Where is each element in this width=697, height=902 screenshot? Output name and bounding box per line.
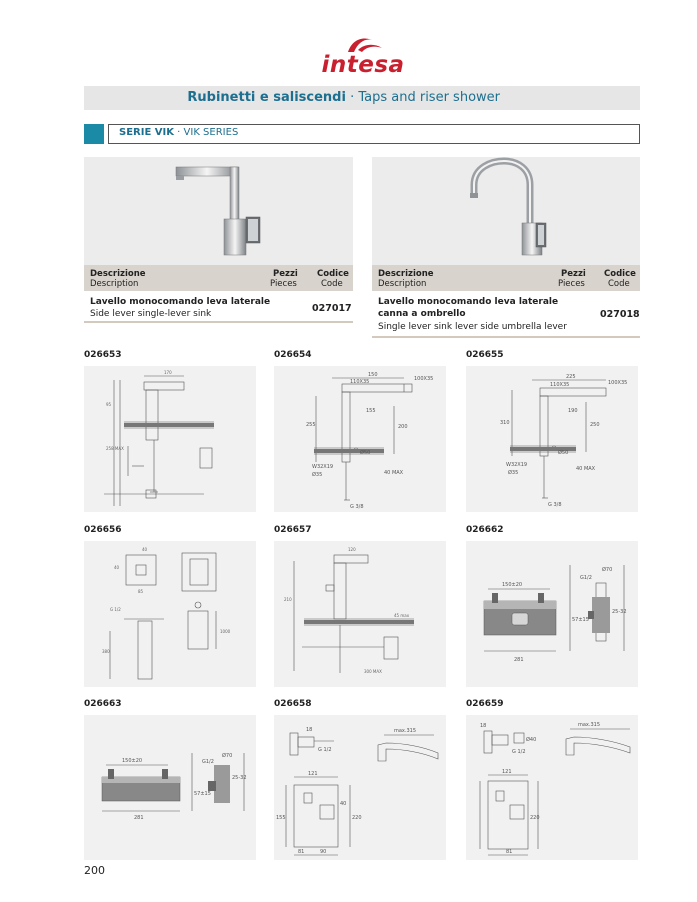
row-divider	[372, 336, 640, 338]
svg-text:1000: 1000	[220, 629, 231, 634]
faucet-umbrella-icon	[372, 157, 640, 265]
drawing-lines-icon	[274, 366, 446, 512]
dim-label: 150±20	[502, 582, 523, 588]
dim-label: Ø50	[558, 450, 569, 456]
drawing-lines-icon	[466, 715, 638, 860]
drawing-lines-icon	[84, 366, 256, 512]
col-code-en: Code	[321, 279, 343, 289]
col-code-it: Codice	[604, 269, 636, 279]
product-table-027017	[84, 265, 353, 340]
dim-label: 250	[590, 422, 600, 428]
technical-drawing-026659	[466, 715, 638, 860]
page-title-it: Rubinetti e saliscendi	[187, 90, 346, 105]
dim-label: 110X35	[550, 382, 570, 388]
dim-label: G1/2	[580, 575, 592, 581]
dim-label: max.315	[578, 722, 601, 728]
dim-label: 100X35	[608, 380, 628, 386]
dim-label: W32X19	[506, 462, 528, 468]
product-name-it-line2: canna a ombrello	[378, 309, 466, 319]
dim-label: 110X35	[350, 379, 370, 385]
drawing-code: 026653	[84, 350, 122, 360]
product-photo-027018	[372, 157, 640, 265]
dim-label: 90	[320, 849, 327, 855]
product-name-it: Lavello monocomando leva laterale	[90, 297, 271, 307]
dim-label: 40 MAX	[576, 466, 596, 472]
product-photo-027017	[84, 157, 353, 265]
series-heading-text	[119, 127, 238, 138]
page-title-band	[84, 86, 640, 110]
technical-drawing-026654	[274, 366, 446, 512]
drawing-lines-icon	[274, 541, 446, 687]
dim-label: Ø70	[602, 567, 613, 573]
dim-label: 220	[352, 815, 362, 821]
technical-drawing-026657	[274, 541, 446, 687]
drawing-code: 026663	[84, 699, 122, 709]
drawing-code: 026654	[274, 350, 312, 360]
col-desc-en: Description	[90, 279, 139, 289]
product-row	[84, 291, 353, 335]
dim-label: 150	[368, 372, 378, 378]
svg-text:95: 95	[106, 402, 112, 407]
product-code: 027017	[312, 303, 352, 314]
product-name-en: Single lever sink lever side umbrella lever	[378, 322, 567, 332]
product-table-header	[84, 265, 353, 291]
drawing-code: 026658	[274, 699, 312, 709]
dim-label: 40	[340, 801, 347, 807]
svg-text:258 MAX: 258 MAX	[106, 446, 124, 451]
faucet-square-icon	[84, 157, 353, 265]
product-row	[372, 291, 640, 335]
col-desc-it: Descrizione	[90, 269, 146, 279]
col-desc-it: Descrizione	[378, 269, 434, 279]
col-code-en: Code	[608, 279, 630, 289]
dim-label: 18	[306, 727, 313, 733]
dim-label: 155	[366, 408, 376, 414]
dim-label: 57±15	[572, 617, 589, 623]
svg-text:120: 120	[348, 547, 356, 552]
dim-label: 40 MAX	[384, 470, 404, 476]
svg-text:380: 380	[102, 649, 110, 654]
col-code-it: Codice	[317, 269, 349, 279]
technical-drawing-026658	[274, 715, 446, 860]
dim-label: 25-32	[232, 775, 247, 781]
dim-label: 225	[566, 374, 576, 380]
svg-text:170: 170	[164, 370, 172, 375]
dim-label: G1/2	[202, 759, 214, 765]
technical-drawing-026655	[466, 366, 638, 512]
dim-label: 281	[514, 657, 524, 663]
dim-label: Ø35	[312, 472, 323, 478]
dim-label: 255	[306, 422, 316, 428]
product-name-en: Side lever single-lever sink	[90, 309, 212, 319]
dim-label: 190	[568, 408, 578, 414]
dim-label: 310	[500, 420, 510, 426]
drawing-lines-icon	[84, 541, 256, 687]
page-title-en: Taps and riser shower	[358, 90, 500, 105]
dim-label: 81	[298, 849, 305, 855]
technical-drawing-026663	[84, 715, 256, 860]
dim-label: 281	[134, 815, 144, 821]
col-pcs-it: Pezzi	[561, 269, 586, 279]
drawing-lines-icon	[84, 715, 256, 860]
dim-label: 81	[506, 849, 513, 855]
row-divider	[84, 321, 353, 323]
col-pcs-en: Pieces	[558, 279, 585, 289]
page-title	[187, 90, 500, 105]
dim-label: 57±15	[194, 791, 211, 797]
series-marker	[84, 124, 104, 144]
page-title-separator: ·	[345, 90, 359, 105]
dim-label: 220	[530, 815, 540, 821]
col-desc-en: Description	[378, 279, 427, 289]
dim-label: 155	[276, 815, 286, 821]
logo-text: intesa	[321, 52, 405, 78]
series-label-it: SERIE VIK	[119, 127, 174, 138]
drawing-lines-icon	[466, 541, 638, 687]
series-heading	[108, 124, 640, 144]
dim-label: 25-32	[612, 609, 627, 615]
series-label-en: VIK SERIES	[183, 127, 239, 138]
dim-label: 200	[398, 424, 408, 430]
drawing-code: 026655	[466, 350, 504, 360]
product-name-it-line1: Lavello monocomando leva laterale	[378, 297, 559, 307]
dim-label: 100X35	[414, 376, 434, 382]
brand-logo	[318, 34, 408, 80]
dim-label: Ø35	[508, 470, 519, 476]
dim-label: G 1/2	[512, 749, 526, 755]
dim-label: 121	[308, 771, 318, 777]
svg-text:85: 85	[138, 589, 144, 594]
drawing-code: 026656	[84, 525, 122, 535]
technical-drawing-026656	[84, 541, 256, 687]
dim-label: Ø70	[222, 753, 233, 759]
technical-drawing-026662	[466, 541, 638, 687]
dim-label: 121	[502, 769, 512, 775]
technical-drawing-026653	[84, 366, 256, 512]
svg-text:40: 40	[142, 547, 148, 552]
dim-label: G 1/2	[318, 747, 332, 753]
dim-label: Ø50	[360, 450, 371, 456]
dim-label: G 3/8	[548, 502, 562, 508]
drawing-code: 026657	[274, 525, 312, 535]
svg-text:45 max: 45 max	[394, 613, 410, 618]
drawing-lines-icon	[466, 366, 638, 512]
product-code: 027018	[600, 309, 640, 320]
drawing-code: 026662	[466, 525, 504, 535]
dim-label: max.315	[394, 728, 417, 734]
dim-label: 18	[480, 723, 487, 729]
drawing-code: 026659	[466, 699, 504, 709]
col-pcs-it: Pezzi	[273, 269, 298, 279]
series-separator: ·	[173, 127, 184, 138]
svg-text:300 MAX: 300 MAX	[364, 669, 382, 674]
product-table-header	[372, 265, 640, 291]
drawing-lines-icon	[274, 715, 446, 860]
dim-label: W32X19	[312, 464, 334, 470]
svg-text:40: 40	[114, 565, 120, 570]
dim-label: Ø40	[526, 737, 537, 743]
page-number: 200	[84, 864, 105, 877]
dim-label: 150±20	[122, 758, 143, 764]
dim-label: G 3/8	[350, 504, 364, 510]
svg-text:210: 210	[284, 597, 292, 602]
svg-text:G 1/2: G 1/2	[110, 607, 121, 612]
product-table-027018	[372, 265, 640, 340]
col-pcs-en: Pieces	[270, 279, 297, 289]
